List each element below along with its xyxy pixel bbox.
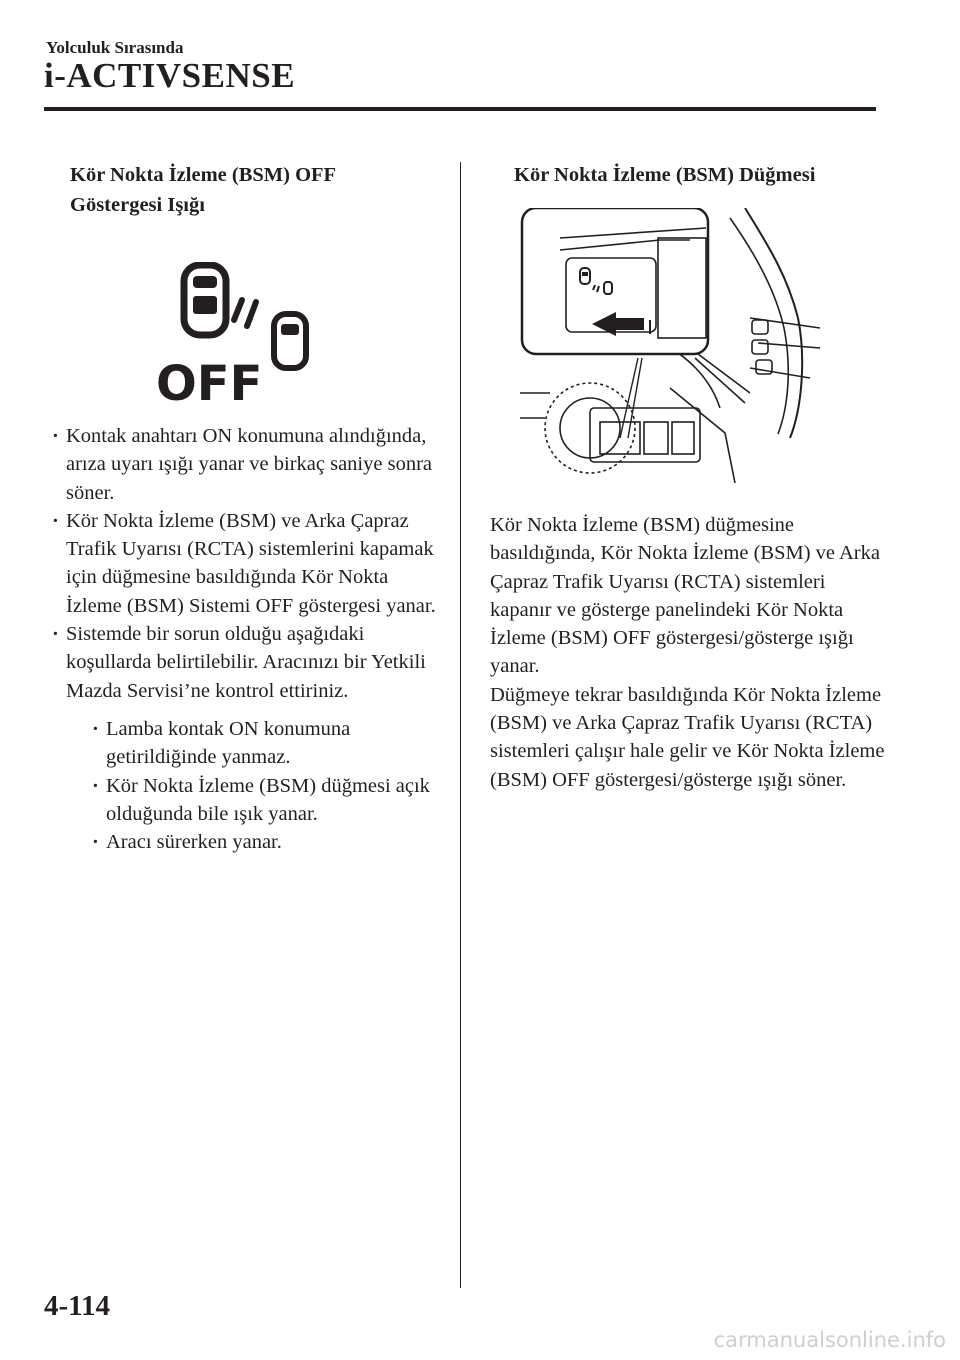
sub-bullet-list <box>86 715 446 856</box>
dash-line <box>520 393 550 418</box>
steering-wheel-inner <box>730 218 788 434</box>
left-column <box>46 160 446 856</box>
bullet-text: Sistemde bir sorun olduğu aşağıdaki koşullarda belirtilebilir. Aracınızı bir Yetkili Mazda Servisi’ne kontrol ettiriniz. <box>66 623 426 702</box>
indicator-bullet-list <box>46 422 446 856</box>
bsm-switch-heading: Kör Nokta İzleme (BSM) Düğmesi <box>514 164 816 186</box>
heading-line-1: Kör Nokta İzleme (BSM) OFF <box>70 164 337 186</box>
header-rule <box>44 107 876 111</box>
paragraph: Kör Nokta İzleme (BSM) düğmesine basıldığında, Kör Nokta İzleme (BSM) ve Arka Çapraz Trafik Uyarısı (RCTA) sistemleri kapanır ve gösterge panelindeki Kör Nokta İzleme (BSM) OFF göstergesi/gösterge ışığı yanar. <box>490 514 880 678</box>
steering-wheel-rim <box>745 208 802 438</box>
wheel-button-icon <box>752 340 768 354</box>
small-car-outline-icon <box>274 314 306 368</box>
paragraph: Düğmeye tekrar basıldığında Kör Nokta İzleme (BSM) ve Arka Çapraz Trafik Uyarısı (RCTA) sistemleri çalışır hale gelir ve Kör Nokta İzleme (BSM) OFF göstergesi/gösterge ışığı söner. <box>490 683 885 791</box>
sub-bullet-item: · Kör Nokta İzleme (BSM) düğmesi açık olduğunda bile ışık yanar. <box>86 772 446 829</box>
stalk-lever <box>690 348 750 403</box>
bsm-switch-illustration <box>520 208 820 488</box>
panel-switch <box>672 422 694 454</box>
bsm-off-indicator-icon <box>150 262 330 412</box>
bsm-off-symbol <box>150 262 330 412</box>
car-roof-icon <box>193 296 217 314</box>
off-label: OFF <box>156 356 263 412</box>
chapter-title: i-ACTIVSENSE <box>44 56 296 95</box>
signal-wave-icon <box>247 302 256 326</box>
bsm-off-indicator-heading <box>46 160 446 220</box>
page-number: 4-114 <box>44 1290 111 1322</box>
switch-description <box>490 511 890 794</box>
sub-bullet-item: · Lamba kontak ON konumuna getirildiğinde yanmaz. <box>86 715 446 772</box>
sub-bullet-item: · Aracı sürerken yanar. <box>86 828 446 856</box>
panel-switch <box>644 422 668 454</box>
steering-spoke <box>750 318 820 378</box>
watermark: carmanualsonline.info <box>713 1328 946 1352</box>
section-label: Yolculuk Sırasında <box>46 38 184 57</box>
wheel-button-icon <box>752 320 768 334</box>
dash-line <box>670 388 735 483</box>
car-windshield-icon <box>193 276 217 288</box>
column-divider <box>460 162 461 1288</box>
bullet-item: · Kör Nokta İzleme (BSM) ve Arka Çapraz Trafik Uyarısı (RCTA) sistemlerini kapamak için düğmesine basıldığında Kör Nokta İzleme (BSM) Sistemi OFF göstergesi yanar. <box>46 507 446 620</box>
heading-line-2: Göstergesi Işığı <box>70 194 205 216</box>
signal-wave-icon <box>234 300 242 320</box>
bullet-item: · Kontak anahtarı ON konumuna alındığında, arıza uyarı ışığı yanar ve birkaç saniye sonra söner. <box>46 422 446 507</box>
bullet-item <box>46 620 446 856</box>
small-car-windshield-icon <box>281 324 299 335</box>
right-column <box>490 160 890 794</box>
